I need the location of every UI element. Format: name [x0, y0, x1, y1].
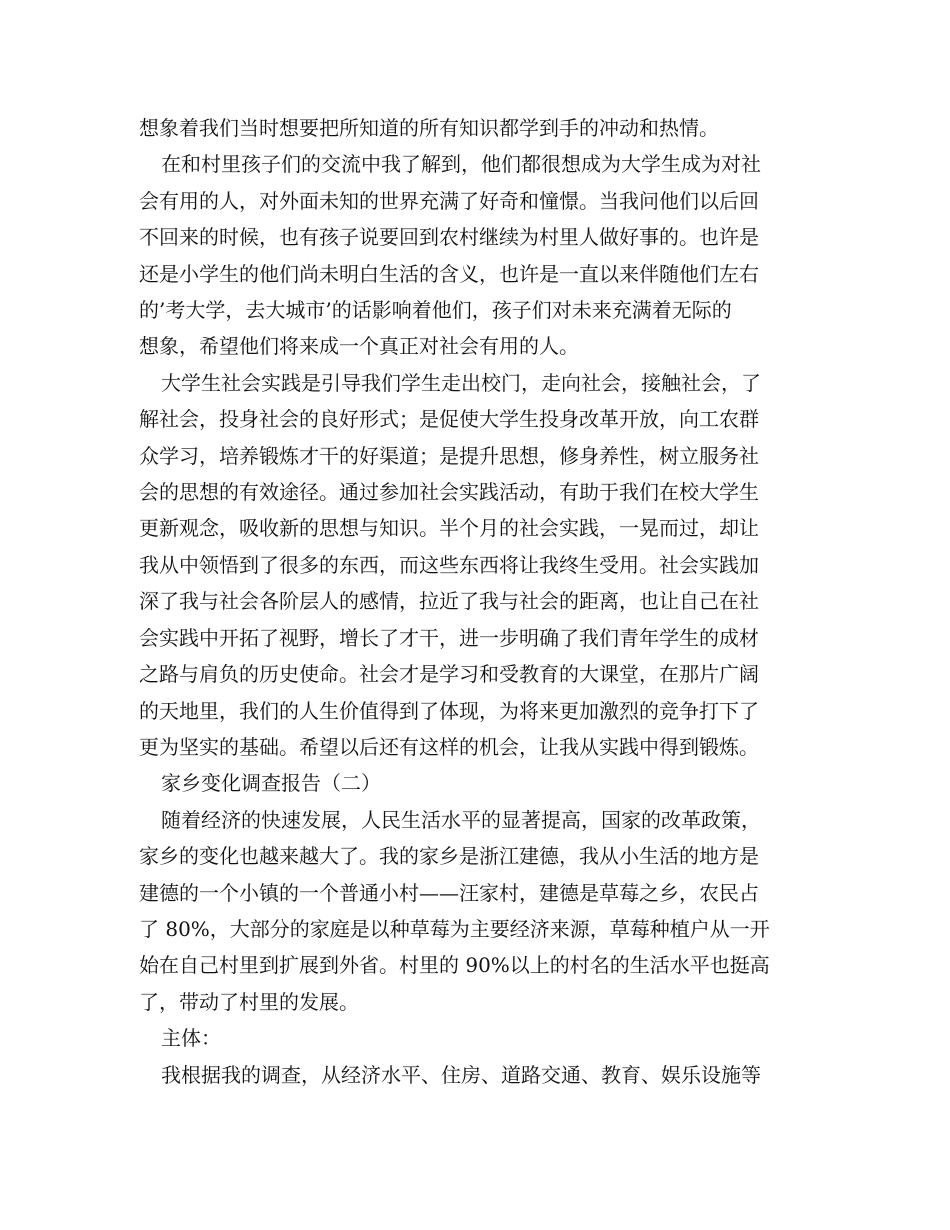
paragraph-social-practice: 大学生社会实践是引导我们学生走出校门，走向社会，接触社会，了 解社会，投身社会的良好形式；是促使大学生投身改革开放，向工农群 众学习，培养锻炼才干的好渠道；是提升思想，修身养性，树立服务社 会的思想的有效途径。通过参加社会实践活动，有助于我们在校大学生 更新观念，吸收新的思想与知识。半个月的社会实践，一晃而过，却让 我从中领悟到了很多的东西，而这些东西将让我终生受用。社会实践加 深了我与社会各阶层人的感情，拉近了我与社会的距离，也让自己在社 会实践中开拓了视野，增长了才干，进一步明确了我们青年学生的成材 之路与肩负的历史使命。社会才是学习和受教育的大课堂，在那片广阔 的天地里，我们的人生价值得到了体现，为将来更加激烈的竞争打下了 更为坚实的基础。希望以后还有这样的机会，让我从实践中得到锻炼。 — [139, 370, 761, 759]
paragraph-main-body-label: 主体： — [161, 1026, 221, 1051]
section-heading: 家乡变化调查报告（二） — [161, 771, 381, 796]
paragraph-continuation: 想象着我们当时想要把所知道的所有知识都学到手的冲动和热情。 — [139, 116, 719, 140]
paragraph-village-children: 在和村里孩子们的交流中我了解到，他们都很想成为大学生成为对社 会有用的人，对外面未知的世界充满了好奇和憧憬。当我问他们以后回 不回来的时候，也有孩子说要回到农村继续为村里人做好事的。也许是 还是小学生的他们尚未明白生活的含义，也许是一直以来伴随他们左右 的’考大学，去大城市’的话影响着他们，孩子们对未来充满着无际的 想象，希望他们将来成一个真正对社会有用的人。 — [139, 152, 761, 359]
paragraph-hometown-intro: 随着经济的快速发展，人民生活水平的显著提高，国家的改革政策， 家乡的变化也越来越大了。我的家乡是浙江建德，我从小生活的地方是 建德的一个小镇的一个普通小村——汪家村，建德是草莓之乡，农民占 了 80%，大部分的家庭是以种草莓为主要经济来源，草莓种植户从一开 始在自己村里到扩展到外省。村里的 90%以上的村名的生活水平也挺高 了，带动了村里的发展。 — [139, 807, 770, 1014]
document-body — [139, 110, 815, 1093]
paragraph-survey-start: 我根据我的调查，从经济水平、住房、道路交通、教育、娱乐设施等 — [161, 1062, 761, 1087]
